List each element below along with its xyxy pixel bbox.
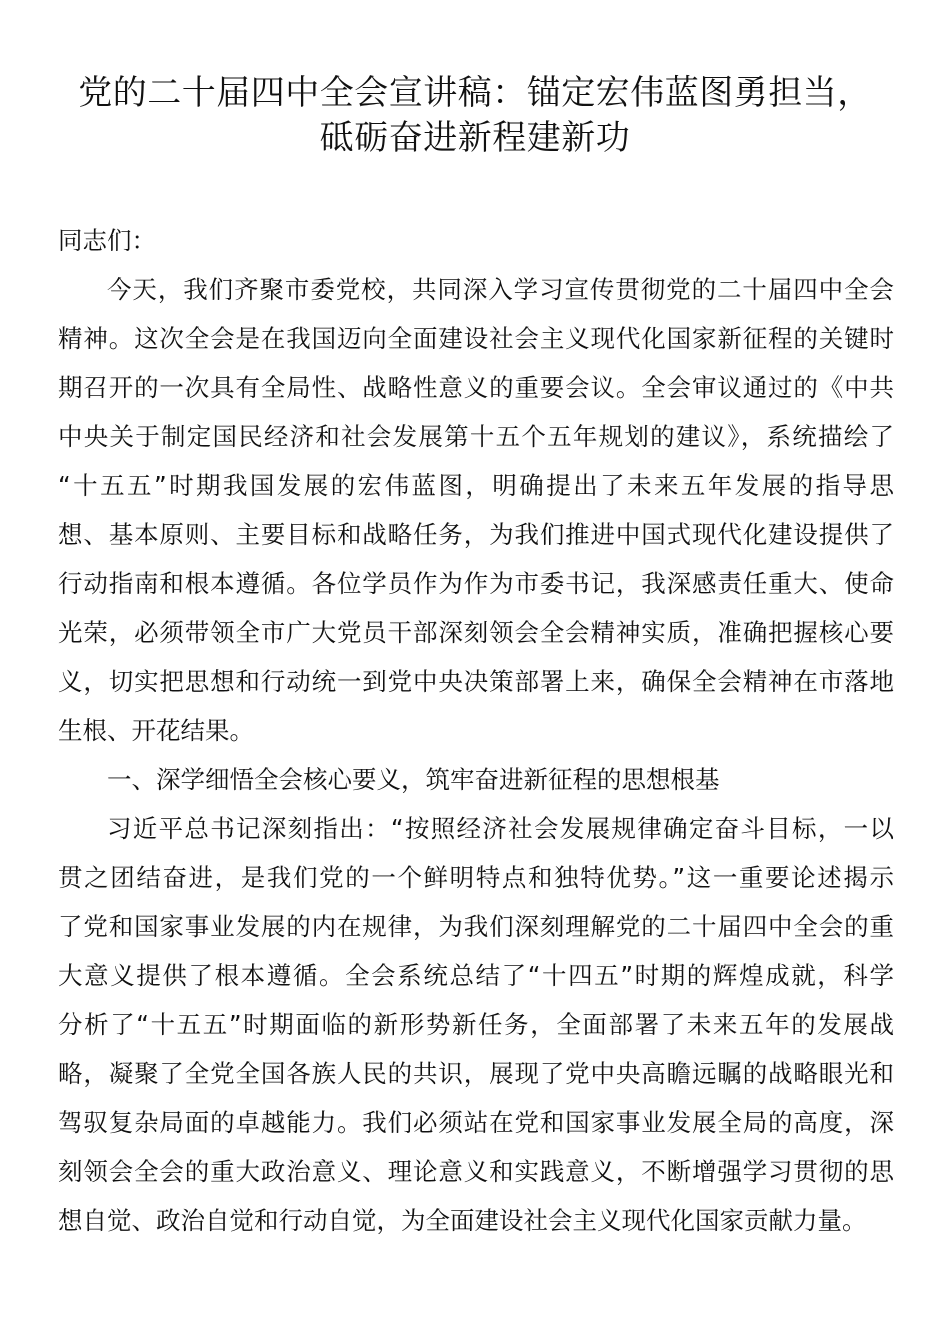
paragraph-line: 分析了“十五五”时期面临的新形势新任务，全面部署了未来五年的发展战 <box>58 1010 894 1039</box>
paragraph-line: 期召开的一次具有全局性、战略性意义的重要会议。全会审议通过的《中共 <box>58 373 894 402</box>
paragraph-line: 想、基本原则、主要目标和战略任务，为我们推进中国式现代化建设提供了 <box>58 520 894 549</box>
paragraph-line: 义，切实把思想和行动统一到党中央决策部署上来，确保全会精神在市落地 <box>58 667 894 696</box>
paragraph-line: 大意义提供了根本遵循。全会系统总结了“十四五”时期的辉煌成就，科学 <box>58 961 894 990</box>
paragraph-line: 行动指南和根本遵循。各位学员作为作为市委书记，我深感责任重大、使命 <box>58 569 894 598</box>
paragraph-line: 精神。这次全会是在我国迈向全面建设社会主义现代化国家新征程的关键时 <box>58 324 894 353</box>
paragraph-line: 习近平总书记深刻指出：“按照经济社会发展规律确定奋斗目标，一以 <box>107 814 894 843</box>
section-heading: 一、深学细悟全会核心要义，筑牢奋进新征程的思想根基 <box>107 765 720 794</box>
paragraph-line: 驾驭复杂局面的卓越能力。我们必须站在党和国家事业发展全局的高度，深 <box>58 1108 894 1137</box>
paragraph-line: 刻领会全会的重大政治意义、理论意义和实践意义，不断增强学习贯彻的思 <box>58 1157 894 1186</box>
paragraph-line: 光荣，必须带领全市广大党员干部深刻领会全会精神实质，准确把握核心要 <box>58 618 894 647</box>
paragraph-line: 中央关于制定国民经济和社会发展第十五个五年规划的建议》，系统描绘了 <box>58 422 894 451</box>
paragraph-line: “十五五”时期我国发展的宏伟蓝图，明确提出了未来五年发展的指导思 <box>58 471 894 500</box>
paragraph-line: 今天，我们齐聚市委党校，共同深入学习宣传贯彻党的二十届四中全会 <box>107 275 894 304</box>
document-title-line-1: 党的二十届四中全会宣讲稿：锚定宏伟蓝图勇担当， <box>78 73 872 113</box>
paragraph-line: 生根、开花结果。 <box>58 716 254 745</box>
paragraph-line: 想自觉、政治自觉和行动自觉，为全面建设社会主义现代化国家贡献力量。 <box>58 1206 867 1235</box>
paragraph-line: 贯之团结奋进，是我们党的一个鲜明特点和独特优势。”这一重要论述揭示 <box>58 863 894 892</box>
paragraph-line: 了党和国家事业发展的内在规律，为我们深刻理解党的二十届四中全会的重 <box>58 912 894 941</box>
paragraph-line: 略，凝聚了全党全国各族人民的共识，展现了党中央高瞻远瞩的战略眼光和 <box>58 1059 894 1088</box>
document-title-line-2: 砥砺奋进新程建新功 <box>319 118 631 158</box>
salutation: 同志们： <box>58 226 156 255</box>
